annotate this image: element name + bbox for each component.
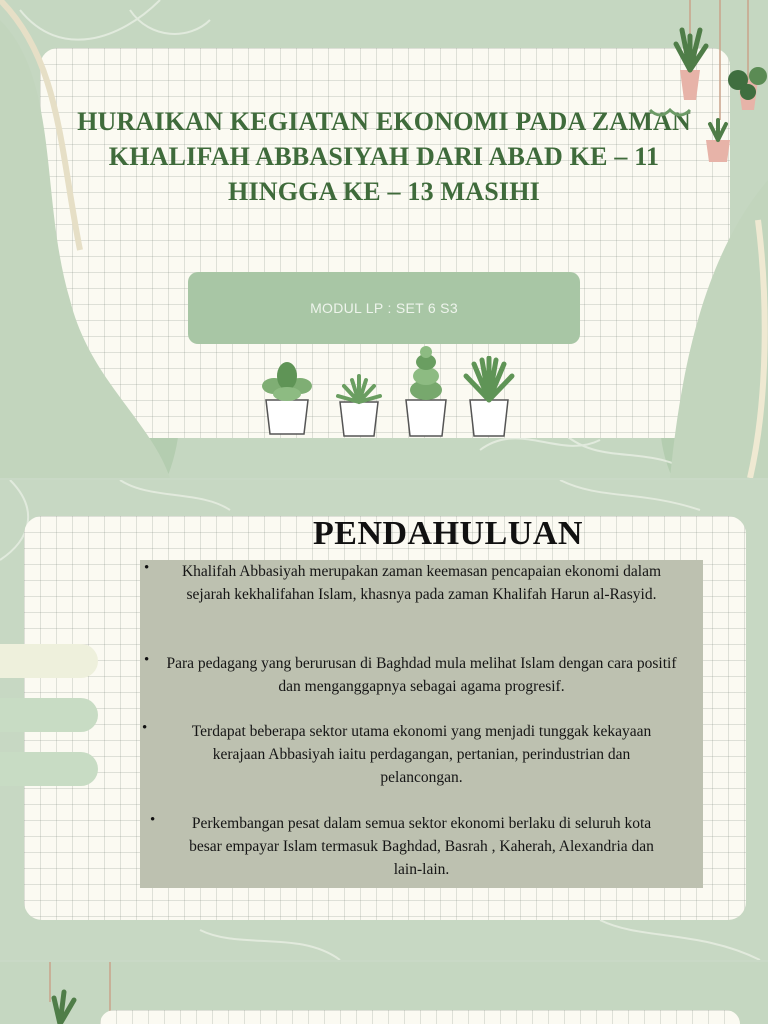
next-slide-partial bbox=[0, 962, 768, 1024]
content-card bbox=[100, 1010, 740, 1024]
page-title: HURAIKAN KEGIATAN EKONOMI PADA ZAMAN KHALIFAH ABBASIYAH DARI ABAD KE – 11 HINGGA KE – 13 MASIHI bbox=[77, 107, 691, 206]
succulent-pot-icon bbox=[462, 356, 516, 438]
introduction-slide bbox=[0, 480, 768, 960]
list-item: Para pedagang yang berurusan di Baghdad mula melihat Islam dengan cara positif dan menganggapnya sebagai agama progresif. bbox=[166, 655, 677, 695]
bullet-marker: • bbox=[144, 560, 150, 576]
decorative-tab bbox=[0, 752, 98, 786]
list-item: Terdapat beberapa sektor utama ekonomi yang menjadi tunggak kekayaan kerajaan Abbasiyah iaitu perdagangan, pertanian, perindustrian dan pelancongan. bbox=[191, 723, 652, 786]
hanging-plant-icon bbox=[630, 0, 768, 170]
succulent-pot-icon bbox=[254, 352, 320, 438]
decorative-tab bbox=[0, 698, 98, 732]
title-slide bbox=[0, 0, 768, 478]
list-item: Perkembangan pesat dalam semua sektor ekonomi berlaku di seluruh kota besar empayar Islam termasuk Baghdad, Basrah , Kaherah, Alexandria dan lain-lain. bbox=[189, 815, 654, 878]
succulent-pot-icon bbox=[402, 344, 450, 438]
bullet-marker: • bbox=[144, 652, 150, 668]
curved-panel bbox=[640, 180, 768, 478]
succulent-pot-icon bbox=[334, 372, 384, 438]
section-heading: PENDAHULUAN bbox=[313, 515, 583, 552]
points-box bbox=[140, 560, 703, 888]
module-label: MODUL LP : SET 6 S3 bbox=[188, 272, 580, 344]
curved-panel bbox=[0, 0, 220, 478]
bullet-marker: • bbox=[142, 720, 148, 736]
decorative-tab bbox=[0, 644, 98, 678]
bullet-marker: • bbox=[150, 812, 156, 828]
list-item: Khalifah Abbasiyah merupakan zaman keemasan pencapaian ekonomi dalam sejarah kekhalifahan Islam, khasnya pada zaman Khalifah Harun al-Rasyid. bbox=[181, 563, 662, 603]
